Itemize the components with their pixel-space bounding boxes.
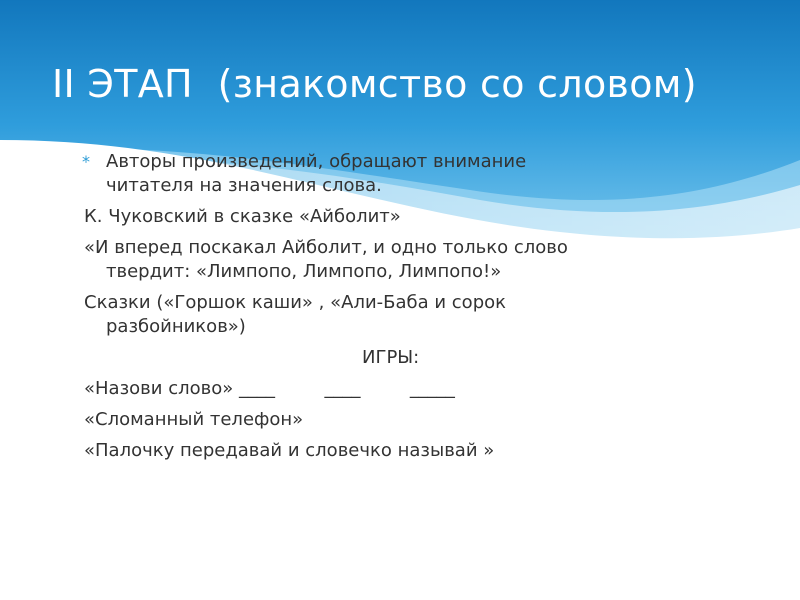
text-line: твердит: «Лимпопо, Лимпопо, Лимпопо!» [106, 261, 502, 282]
bullet-paragraph [84, 150, 784, 198]
slide-title: II ЭТАП (знакомство со словом) [52, 62, 697, 106]
blank-line: _____ [409, 378, 455, 399]
game-item-broken-phone: «Сломанный телефон» [84, 409, 304, 430]
tales-paragraph [84, 291, 784, 339]
quote-paragraph [84, 236, 784, 284]
text-line: Авторы произведений, обращают внимание [106, 151, 527, 172]
text-line: читателя на значения слова. [106, 175, 382, 196]
game-label: «Назови слово» [84, 378, 234, 399]
game-item-pass-stick: «Палочку передавай и словечко называй » [84, 440, 495, 461]
blank-line: ____ [324, 378, 361, 399]
text-line: К. Чуковский в сказке «Айболит» [84, 206, 401, 227]
text-line: Сказки («Горшок каши» , «Али-Баба и сорок [84, 292, 507, 313]
slide-body [84, 150, 784, 470]
games-heading: ИГРЫ: [362, 347, 420, 368]
game-item-name-word [84, 377, 784, 401]
blank-line: ____ [238, 378, 275, 399]
text-line: «И вперед поскакал Айболит, и одно только слово [84, 237, 568, 258]
bullet-icon: * [82, 152, 90, 171]
text-line: разбойников») [106, 316, 246, 337]
